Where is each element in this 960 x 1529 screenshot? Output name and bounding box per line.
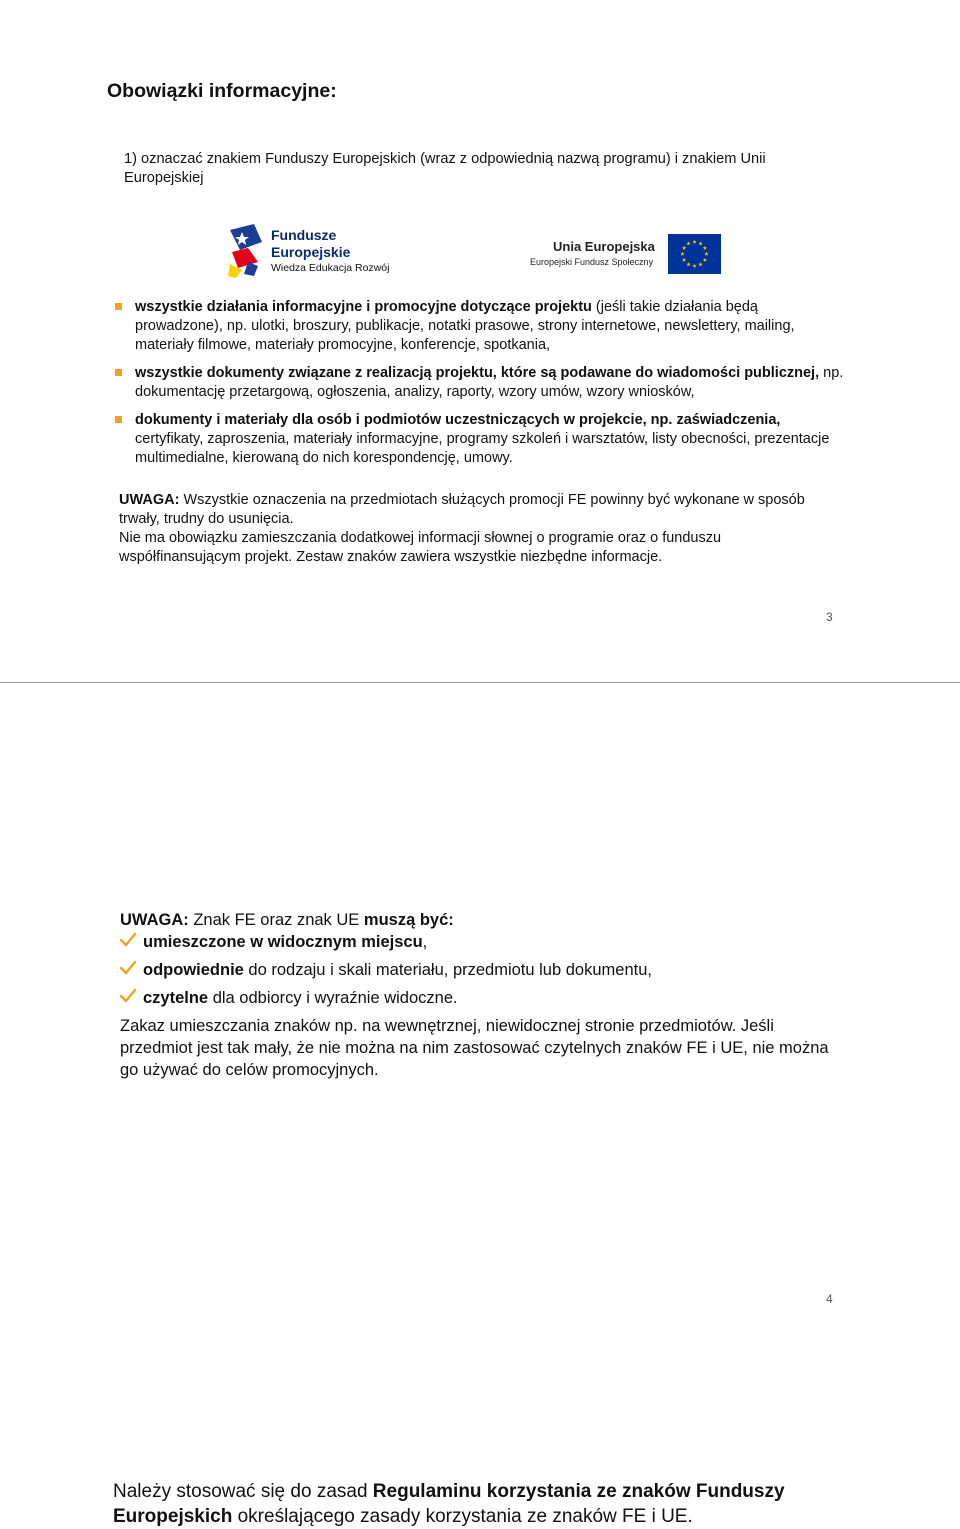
warning-text: Wszystkie oznaczenia na przedmiotach służących promocji FE powinny być wykonane w sposób trwały, trudny do usunięcia.	[119, 492, 805, 527]
requirements-heading	[120, 909, 860, 931]
list-item-bold: czytelne	[143, 989, 209, 1007]
list-item	[115, 411, 845, 468]
eu-flag-icon	[668, 234, 721, 274]
intro-text: 1) oznaczać znakiem Funduszy Europejskich (wraz z odpowiednią nazwą programu) i znakiem Unii Europejskiej	[124, 151, 766, 186]
info-paragraph: Nie ma obowiązku zamieszczania dodatkowej informacji słownej o programie oraz o funduszu współfinansującym projekt. Zestaw znaków zawiera wszystkie niezbędne informacje.	[119, 530, 722, 565]
list-item-text: np. dokumentację przetargową, ogłoszenia, analizy, raporty, wzory umów, wzory wniosków,	[135, 365, 844, 400]
page-number: 3	[826, 610, 833, 624]
fe-flag-icon	[228, 222, 264, 278]
checkmark-icon	[120, 960, 136, 976]
regulation-paragraph	[113, 1479, 853, 1529]
funds-europe-logo	[228, 220, 408, 282]
list-item-text: ,	[422, 933, 428, 951]
warning-bold: muszą być:	[363, 911, 454, 929]
list-item-bold: odpowiednie	[143, 961, 244, 979]
fe-logo-program: Wiedza Edukacja Rozwój	[271, 262, 390, 274]
page-title: Obowiązki informacyjne:	[107, 80, 337, 102]
eu-logo-line1: Unia Europejska	[553, 239, 655, 254]
requirements-list	[120, 931, 652, 1015]
slide-page-3	[0, 0, 960, 682]
page-number: 4	[826, 1292, 833, 1306]
list-item	[120, 931, 652, 953]
list-item-bold: umieszczone w widocznym miejscu	[143, 933, 423, 951]
obligation-list	[115, 298, 845, 477]
regulation-post: określającego zasady korzystania ze znaków FE i UE.	[232, 1506, 693, 1527]
list-item-text: dla odbiorcy i wyraźnie widoczne.	[208, 989, 458, 1007]
warning-label: UWAGA:	[120, 911, 189, 929]
list-item-bold: wszystkie dokumenty związane z realizacją projektu, które są podawane do wiadomości publicznej,	[135, 365, 820, 381]
fe-logo-line1: Fundusze	[271, 227, 337, 243]
list-item	[120, 959, 652, 981]
list-item	[115, 364, 845, 402]
square-bullet-icon	[115, 369, 122, 376]
eu-logo-line2: Europejski Fundusz Społeczny	[530, 257, 654, 267]
prohibition-paragraph: Zakaz umieszczania znaków np. na wewnętrznej, niewidocznej stronie przedmiotów. Jeśli przedmiot jest tak mały, że nie można na nim zastosować czytelnych znaków FE i UE, nie można go używać do celów promocyjnych.	[120, 1017, 829, 1079]
warning-label: UWAGA:	[119, 492, 180, 508]
list-item-text: do rodzaju i skali materiału, przedmiotu lub dokumentu,	[243, 961, 652, 979]
warning-paragraph	[119, 491, 839, 529]
eu-logo	[528, 232, 728, 278]
fe-logo-line2: Europejskie	[271, 244, 351, 260]
square-bullet-icon	[115, 416, 122, 423]
notes-block	[119, 491, 839, 567]
regulation-pre: Należy stosować się do zasad	[113, 1481, 373, 1502]
warning-mid: Znak FE oraz znak UE	[188, 911, 364, 929]
list-item-bold: wszystkie działania informacyjne i promocyjne dotyczące projektu	[135, 299, 592, 315]
square-bullet-icon	[115, 303, 122, 310]
page-divider	[0, 682, 960, 683]
list-item-text: certyfikaty, zaproszenia, materiały informacyjne, programy szkoleń i warsztatów, listy obecności, prezentacje multimedialne, kierowaną do nich korespondencję, umowy.	[135, 431, 830, 466]
list-item	[115, 298, 845, 355]
regulation-name: Regulaminu korzystania ze znaków Funduszy Europejskich	[113, 1481, 785, 1527]
list-item	[120, 987, 652, 1009]
checkmark-icon	[120, 932, 136, 948]
list-item-text: (jeśli takie działania będą prowadzone), np. ulotki, broszury, publikacje, notatki prasowe, strony internetowe, newslettery, mailing, materiały filmowe, materiały promocyjne, konferencje, spotkania,	[135, 299, 795, 353]
checkmark-icon	[120, 988, 136, 1004]
list-item-bold: dokumenty i materiały dla osób i podmiotów uczestniczących w projekcie, np. zaświadczenia,	[135, 412, 781, 428]
